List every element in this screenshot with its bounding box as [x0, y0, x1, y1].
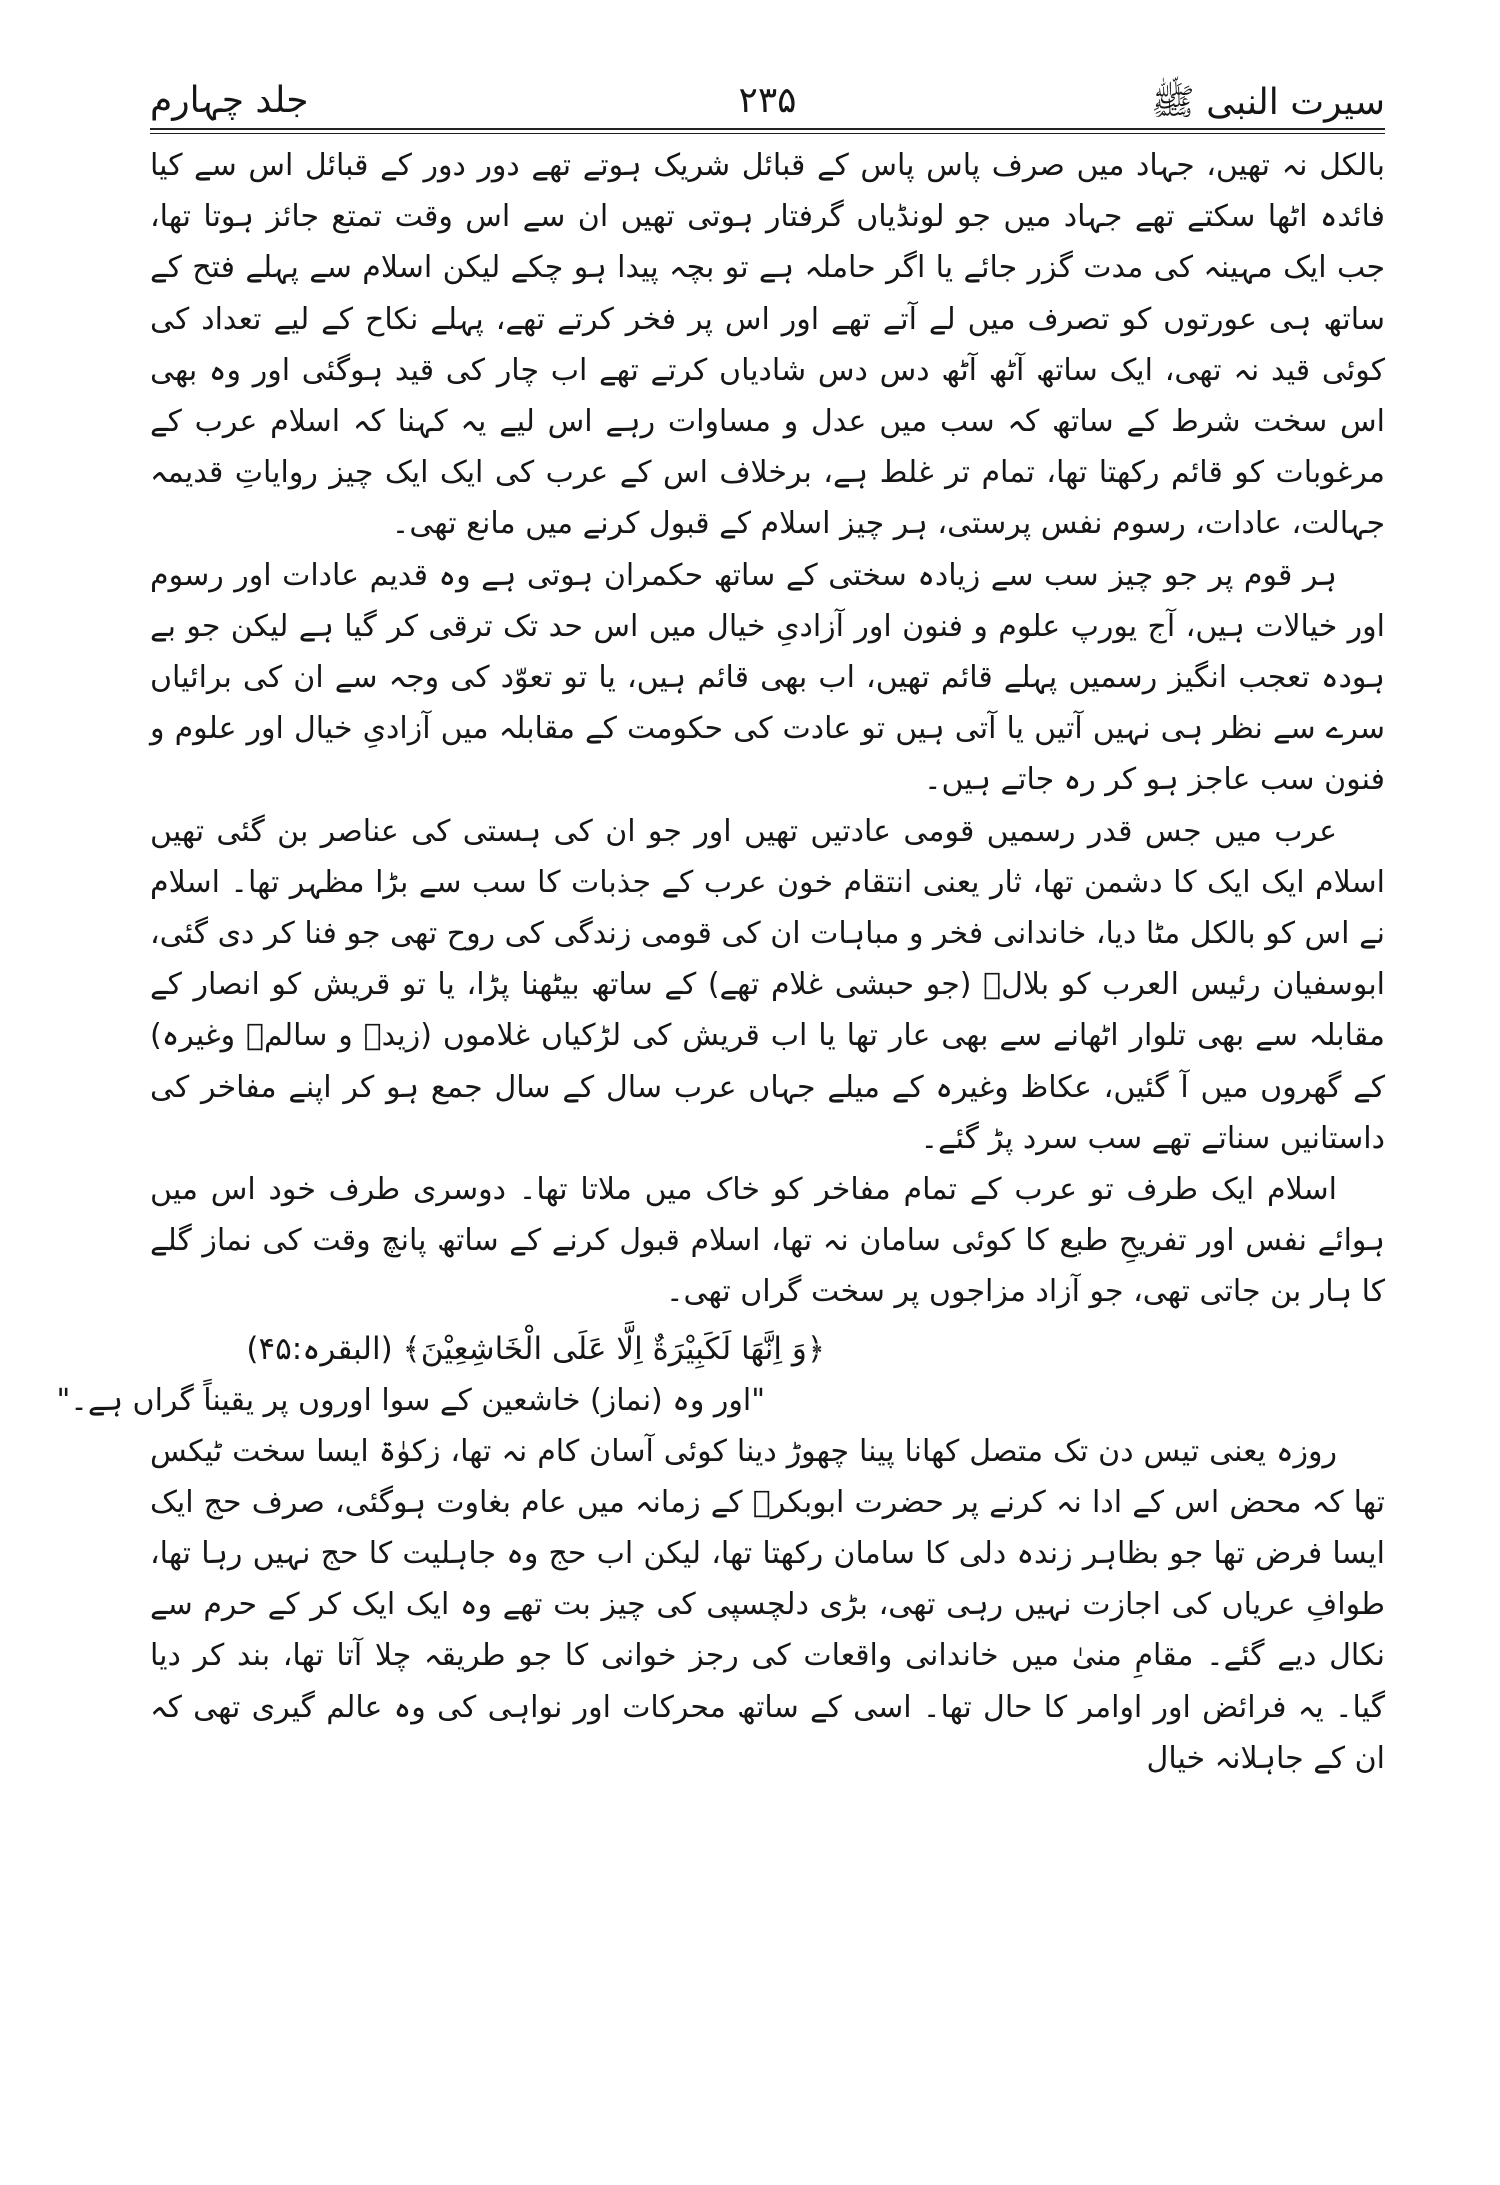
page-body	[56, 140, 1385, 2140]
page-number: ۲۳۵	[738, 80, 797, 121]
paragraph-1: بالکل نہ تھیں، جہاد میں صرف پاس پاس کے قبائل شریک ہوتے تھے دور دور کے قبائل اس سے کیا فائدہ اٹھا سکتے تھے جہاد میں جو لونڈیاں گرفتار ہوتی تھیں ان سے اس وقت تمتع جائز ہوتا تھا، جب ایک مہینہ کی مدت گزر جائے یا اگر حاملہ ہے تو بچہ پیدا ہو چکے لیکن اسلام سے پہلے فتح کے ساتھ ہی عورتوں کو تصرف میں لے آتے تھے اور اس پر فخر کرتے تھے، پہلے نکاح کے لیے تعداد کی کوئی قید نہ تھی، ایک ساتھ آٹھ آٹھ دس دس شادیاں کرتے تھے اب چار کی قید ہوگئی اور وہ بھی اس سخت شرط کے ساتھ کہ سب میں عدل و مساوات رہے اس لیے یہ کہنا کہ اسلام عرب کے مرغوبات کو قائم رکھتا تھا، تمام تر غلط ہے، برخلاف اس کے عرب کی ایک ایک چیز روایاتِ قدیمہ جہالت، عادات، رسوم نفس پرستی، ہر چیز اسلام کے قبول کرنے میں مانع تھی۔	[150, 148, 1385, 542]
page-header	[150, 72, 1385, 136]
quran-verse: ﴿وَ اِنَّهَا لَكَبِيْرَةٌ اِلَّا عَلَى الْخَاشِعِيْنَ﴾ (البقرہ:۴۵)	[246, 1330, 825, 1367]
volume-label: جلد چہارم	[150, 80, 309, 121]
book-title: سیرت النبی ﷺ	[1151, 82, 1385, 123]
paragraph-2: ہر قوم پر جو چیز سب سے زیادہ سختی کے ساتھ حکمران ہوتی ہے وہ قدیم عادات اور رسوم اور خیالات ہیں، آج یورپ علوم و فنون اور آزادیِ خیال میں اس حد تک ترقی کر گیا ہے لیکن جو بے ہودہ تعجب انگیز رسمیں پہلے قائم تھیں، اب بھی قائم ہیں، یا تو تعوّد کی وجہ سے ان کی برائیاں سرے سے نظر ہی نہیں آتیں یا آتی ہیں تو عادت کی حکومت کے مقابلہ میں آزادیِ خیال اور علوم و فنون سب عاجز ہو کر رہ جاتے ہیں۔	[150, 557, 1385, 798]
verse-translation: "اور وہ (نماز) خاشعین کے سوا اوروں پر یقیناً گراں ہے۔"	[56, 1382, 765, 1418]
header-rule	[150, 128, 1385, 134]
paragraph-5: روزہ یعنی تیس دن تک متصل کھانا پینا چھوڑ دینا کوئی آسان کام نہ تھا، زکوٰۃ ایسا سخت ٹیکس تھا کہ محض اس کے ادا نہ کرنے پر حضرت ابوبکرؓ کے زمانہ میں عام بغاوت ہوگئی، صرف حج ایک ایسا فرض تھا جو بظاہر زندہ دلی کا سامان رکھتا تھا، لیکن اب حج وہ جاہلیت کا حج نہیں رہا تھا، طوافِ عریاں کی اجازت نہیں رہی تھی، بڑی دلچسپی کی چیز بت تھے وہ ایک ایک کر کے حرم سے نکال دیے گئے۔ مقامِ منیٰ میں خاندانی واقعات کی رجز خوانی کا جو طریقہ چلا آتا تھا، بند کر دیا گیا۔ یہ فرائض اور اوامر کا حال تھا۔ اسی کے ساتھ محرکات اور نواہی کی وہ عالم گیری تھی کہ ان کے جاہلانہ خیال	[150, 1433, 1385, 1776]
paragraph-4: اسلام ایک طرف تو عرب کے تمام مفاخر کو خاک میں ملاتا تھا۔ دوسری طرف خود اس میں ہوائے نفس اور تفریحِ طبع کا کوئی سامان نہ تھا، اسلام قبول کرنے کے ساتھ پانچ وقت کی نماز گلے کا ہار بن جاتی تھی، جو آزاد مزاجوں پر سخت گراں تھی۔	[150, 1172, 1385, 1310]
paragraph-3: عرب میں جس قدر رسمیں قومی عادتیں تھیں اور جو ان کی ہستی کی عناصر بن گئی تھیں اسلام ایک ایک کا دشمن تھا، ثار یعنی انتقام خون عرب کے جذبات کا سب سے بڑا مظہر تھا۔ اسلام نے اس کو بالکل مٹا دیا، خاندانی فخر و مباہات ان کی قومی زندگی کی روح تھی جو فنا کر دی گئی، ابوسفیان رئیس العرب کو بلالؓ (جو حبشی غلام تھے) کے ساتھ بیٹھنا پڑا، یا تو قریش کو انصار کے مقابلہ سے بھی تلوار اٹھانے سے بھی عار تھا یا اب قریش کی لڑکیاں غلاموں (زیدؓ و سالمؓ وغیرہ) کے گھروں میں آ گئیں، عکاظ وغیرہ کے میلے جہاں عرب سال کے سال جمع ہو کر اپنے مفاخر کی داستانیں سناتے تھے سب سرد پڑ گئے۔	[150, 813, 1385, 1156]
